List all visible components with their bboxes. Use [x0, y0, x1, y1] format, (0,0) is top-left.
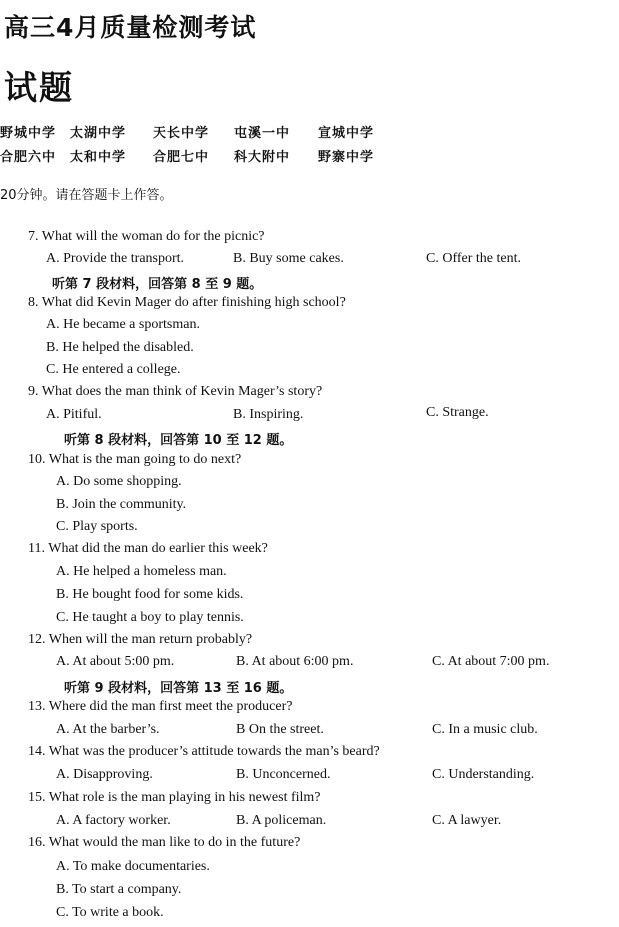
question-11: 11. What did the man do earlier this week? [28, 541, 268, 556]
question-10: 10. What is the man going to do next? [28, 452, 242, 467]
q8-option-a: A. He became a sportsman. [46, 317, 200, 332]
section-instruction-10-12: 听第 8 段材料，回答第 10 至 12 题。 [64, 433, 293, 448]
school-name: 合肥七中 [153, 150, 210, 165]
q13-option-c: C. In a music club. [432, 722, 538, 737]
question-16: 16. What would the man like to do in the future? [28, 835, 301, 850]
section-instruction-13-16: 听第 9 段材料，回答第 13 至 16 题。 [64, 681, 293, 696]
q12-option-c: C. At about 7:00 pm. [432, 654, 550, 669]
paper-subtitle: 试题 [4, 68, 74, 107]
q16-option-b: B. To start a company. [56, 882, 182, 897]
q15-option-c: C. A lawyer. [432, 813, 502, 828]
question-9: 9. What does the man think of Kevin Mager’s story? [28, 384, 323, 399]
q16-option-a: A. To make documentaries. [56, 859, 210, 874]
school-name: 宣城中学 [318, 126, 375, 141]
q7-option-b: B. Buy some cakes. [233, 251, 344, 266]
q11-option-b: B. He bought food for some kids. [56, 587, 244, 602]
q15-option-b: B. A policeman. [236, 813, 327, 828]
q9-option-b: B. Inspiring. [233, 407, 304, 422]
q12-option-a: A. At about 5:00 pm. [56, 654, 175, 669]
q10-option-c: C. Play sports. [56, 519, 138, 534]
q13-option-b: B On the street. [236, 722, 324, 737]
q8-option-b: B. He helped the disabled. [46, 340, 194, 355]
school-name: 屯溪一中 [234, 126, 291, 141]
question-12: 12. When will the man return probably? [28, 632, 253, 647]
q9-option-a: A. Pitiful. [46, 407, 102, 422]
school-name: 太和中学 [70, 150, 127, 165]
school-name: 野城中学 [0, 126, 57, 141]
q10-option-b: B. Join the community. [56, 497, 187, 512]
exam-title: 高三4月质量检测考试 [4, 13, 257, 42]
q16-option-c: C. To write a book. [56, 905, 164, 920]
q11-option-c: C. He taught a boy to play tennis. [56, 610, 244, 625]
q14-option-a: A. Disapproving. [56, 767, 153, 782]
q7-option-c: C. Offer the tent. [426, 251, 521, 266]
q14-option-c: C. Understanding. [432, 767, 535, 782]
school-name: 太湖中学 [70, 126, 127, 141]
q11-option-a: A. He helped a homeless man. [56, 564, 227, 579]
q8-option-c: C. He entered a college. [46, 362, 181, 377]
question-7: 7. What will the woman do for the picnic? [28, 229, 265, 244]
section-instruction-8-9: 听第 7 段材料，回答第 8 至 9 题。 [52, 277, 263, 292]
school-name: 天长中学 [153, 126, 210, 141]
q7-option-a: A. Provide the transport. [46, 251, 185, 266]
school-name: 合肥六中 [0, 150, 57, 165]
question-13: 13. Where did the man first meet the producer? [28, 699, 293, 714]
school-name: 野寨中学 [318, 150, 375, 165]
question-14: 14. What was the producer’s attitude towards the man’s beard? [28, 744, 380, 759]
q12-option-b: B. At about 6:00 pm. [236, 654, 354, 669]
question-8: 8. What did Kevin Mager do after finishing high school? [28, 295, 346, 310]
q9-option-c: C. Strange. [426, 405, 489, 420]
exam-instruction: 20分钟。请在答题卡上作答。 [0, 188, 173, 203]
q14-option-b: B. Unconcerned. [236, 767, 331, 782]
q10-option-a: A. Do some shopping. [56, 474, 182, 489]
q13-option-a: A. At the barber’s. [56, 722, 160, 737]
q15-option-a: A. A factory worker. [56, 813, 171, 828]
school-name: 科大附中 [234, 150, 291, 165]
question-15: 15. What role is the man playing in his newest film? [28, 790, 321, 805]
